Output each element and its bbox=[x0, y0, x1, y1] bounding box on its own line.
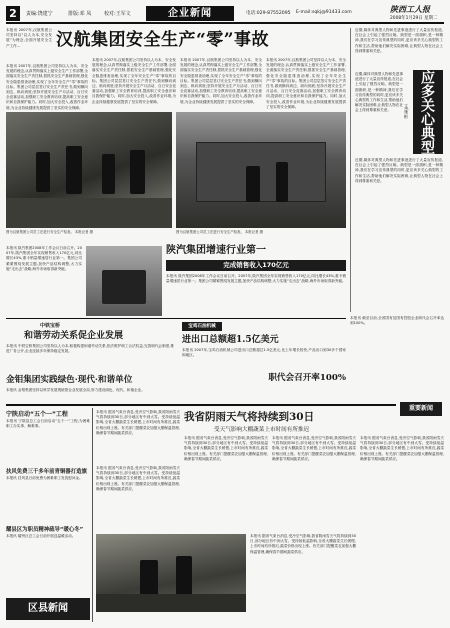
factory-photo bbox=[176, 112, 346, 228]
left-story-1-body: 本报讯 宁陕县总工会日前启动“五个一”工程,为困难职工办实事、解难事。 bbox=[6, 419, 90, 429]
sidebar-headline: 应多关心典型 bbox=[419, 70, 435, 154]
weather-photo bbox=[96, 534, 246, 612]
left-story-2-headline: 扶风免费三千多年前青铜器打造旗 bbox=[6, 469, 87, 475]
harmony-kicker: 中铁宝桥 bbox=[40, 323, 61, 329]
left-story-3-body: 本报讯 耀州区总工会日前开展送温暖活动。 bbox=[6, 534, 76, 538]
email: E-mail:sqkj@91433.com bbox=[296, 10, 352, 15]
import-body: 本报讯 2007年,宝鸡石油机械公司进出口总额超过1.5亿美元,比上年增长较快,产品出口到30多个国家和地区。 bbox=[182, 348, 346, 358]
congress-body: 本报讯 截至目前,全省国有及国有控股企业职代会召开率达到100%。 bbox=[350, 316, 444, 326]
left-story-1 bbox=[6, 410, 90, 466]
weather-body-c: 本报讯 据省气象台消息,受冷空气影响,我省阴雨雪天气将持续到30日,部分地区有中到大雪。受持续低温影响,全省大棚蔬菜生长缓慢,上市时间有所推迟,蔬菜价格出现上涨。有关部门提醒菜农加强大棚保温管理,确保春节期间蔬菜供应。 bbox=[272, 436, 356, 461]
truck-photo bbox=[86, 246, 162, 316]
lead-body-1: 本报讯 2007年,汉航集团公司坚持以人为本、安全发展的理念,认真贯彻落实上级安全生产工作部署,全面落实安全生产责任制,狠抓安全生产基础管理,强化安全隐患排查治理,实现了全年安全生产“零”事故的目标。集团公司层层签订安全生产责任书,做到横向到边、纵向到底;坚持开展安全生产月活动、百日安全竞赛活动,加强职工安全教育培训,提高职工安全意识和自我保护能力。同时,加大安全投入,改善作业环境,为企业持续健康发展提供了坚实的安全保障。 bbox=[6, 64, 88, 110]
masthead bbox=[6, 4, 444, 24]
lead-body-4: 本报讯 2007年,汉航集团公司坚持以人为本、安全发展的理念,认真贯彻落实上级安全生产工作部署,全面落实安全生产责任制,狠抓安全生产基础管理,强化安全隐患排查治理,实现了全年安全生产“零”事故的目标。集团公司层层签订安全生产责任书,做到横向到边、纵向到底;坚持开展安全生产月活动、百日安全竞赛活动,加强职工安全教育培训,提高职工安全意识和自我保护能力。同时,加大安全投入,改善作业环境,为企业持续健康发展提供了坚实的安全保障。 bbox=[266, 58, 346, 109]
shaanxi-subhead: 完成销售收入170亿元 bbox=[166, 260, 346, 271]
weather-col-1: 本报讯 据省气象台消息,受冷空气影响,我省阴雨雪天气将持续到30日,部分地区有中到大雪。受持续低温影响,全省大棚蔬菜生长缓慢,上市时间有所推迟,蔬菜价格出现上涨。有关部门提醒菜农加强大棚保温管理,确保春节期间蔬菜供应。 bbox=[96, 410, 180, 435]
harmony-headline: 和谐劳动关系促企业发展 bbox=[24, 331, 124, 341]
weather-body-b: 本报讯 据省气象台消息,受冷空气影响,我省阴雨雪天气将持续到30日,部分地区有中到大雪。受持续低温影响,全省大棚蔬菜生长缓慢,上市时间有所推迟,蔬菜价格出现上涨。有关部门提醒菜农加强大棚保温管理,确保春节期间蔬菜供应。 bbox=[184, 436, 268, 461]
harmony-body: 本报讯 中铁宝桥集团公司坚持以人为本,积极构建和谐劳动关系,依法维护职工合法权益,完善职代会制度,推进厂务公开,企业连续多年保持稳定发展。 bbox=[6, 344, 174, 354]
congress-headline: 职代会召开率100% bbox=[268, 373, 346, 383]
weather-body-d: 本报讯 据省气象台消息,受冷空气影响,我省阴雨雪天气将持续到30日,部分地区有中到大雪。受持续低温影响,全省大棚蔬菜生长缓慢,上市时间有所推迟,蔬菜价格出现上涨。有关部门提醒菜农加强大棚保温管理,确保春节期间蔬菜供应。 bbox=[360, 436, 444, 461]
left-story-3-headline: 耀县区为职员精神疏导“暖心冬” bbox=[6, 527, 84, 533]
editor-credit: 责编:饶建宁 bbox=[26, 11, 53, 17]
county-news-label: 区县新闻 bbox=[6, 598, 90, 620]
shaanxi-headline: 陕汽集团增速行业第一 bbox=[166, 245, 266, 256]
weather-headline: 我省阴雨天气将持续到30日 bbox=[184, 411, 315, 423]
phone: 电话:029-87552095 bbox=[246, 11, 291, 16]
green-body: 本报讯 金钼集团坚持以科学发展观统领企业发展全局,努力建设绿色、现代、和谐企业。 bbox=[6, 388, 145, 392]
sidebar-body-1: 近期,媒体对典型人物和先进事迹进行了大量宣传报道,在社会上引起了强烈反响。典型是一面旗帜,是一种精神,我们在学习宣传典型的同时,更应该多关心典型的工作和生活,帮助他们解决实际困难,让典型人物在社会上得到尊重和关爱。 bbox=[355, 72, 403, 113]
green-headline: 金钼集团实践绿色·现代·和谐单位 bbox=[6, 375, 133, 385]
page-number: 2 bbox=[6, 6, 20, 21]
shaanxi-body-right: 本报讯 陕汽集团2008年工作会议日前召开。2007年,陕汽集团全年实现销售收入170亿元,同比增长43%,重卡销量增速居行业第一。集团公司紧紧围绕发展主题,加快产品结构调整,大力实施“走出去”战略,海外市场取得新突破。 bbox=[166, 274, 346, 284]
sidebar bbox=[350, 28, 444, 312]
section-title: 企业新闻 bbox=[146, 6, 234, 21]
typeset-credit: 排版:邓 凤 bbox=[68, 11, 92, 17]
sidebar-author: 文/施 彬 bbox=[404, 104, 409, 119]
lead-body-2: 本报讯 2007年,汉航集团公司坚持以人为本、安全发展的理念,认真贯彻落实上级安全生产工作部署,全面落实安全生产责任制,狠抓安全生产基础管理,强化安全隐患排查治理,实现了全年安全生产“零”事故的目标。集团公司层层签订安全生产责任书,做到横向到边、纵向到底;坚持开展安全生产月活动、百日安全竞赛活动,加强职工安全教育培训,提高职工安全意识和自我保护能力。同时,加大安全投入,改善作业环境,为企业持续健康发展提供了坚实的安全保障。 bbox=[92, 58, 176, 104]
left-story-3 bbox=[6, 526, 90, 596]
lead-intro-column: 本报讯 2007年,汉航集团公司坚持以“以人为本,安全发展”为理念,全面开展安全生产工作... bbox=[6, 28, 52, 48]
factory-photo-caption: 图为汉航集团公司员工在进行安全生产检查。 本报记者 摄 bbox=[176, 230, 263, 234]
weather-body-e: 本报讯 据省气象台消息,受冷空气影响,我省阴雨雪天气将持续到30日,部分地区有中到大雪。受持续低温影响,全省大棚蔬菜生长缓慢,上市时间有所推迟,蔬菜价格出现上涨。有关部门提醒菜农加强大棚保温管理,确保春节期间蔬菜供应。 bbox=[250, 534, 356, 554]
issue-date: 2008年1月29日 星期二 bbox=[390, 16, 438, 21]
safety-photo bbox=[6, 112, 172, 228]
import-headline: 进出口总额超1.5亿美元 bbox=[182, 335, 279, 345]
left-story-2-body: 本报讯 扶风县日前免费为困难职工发放慰问金。 bbox=[6, 476, 83, 480]
proof-credit: 校对:王军文 bbox=[104, 11, 131, 17]
left-story-2 bbox=[6, 468, 90, 524]
lead-body-3: 本报讯 2007年,汉航集团公司坚持以人为本、安全发展的理念,认真贯彻落实上级安全生产工作部署,全面落实安全生产责任制,狠抓安全生产基础管理,强化安全隐患排查治理,实现了全年安全生产“零”事故的目标。集团公司层层签订安全生产责任书,做到横向到边、纵向到底;坚持开展安全生产月活动、百日安全竞赛活动,加强职工安全教育培训,提高职工安全意识和自我保护能力。同时,加大安全投入,改善作业环境,为企业持续健康发展提供了坚实的安全保障。 bbox=[180, 58, 262, 104]
safety-photo-caption: 图为汉航集团公司员工在进行安全生产检查。 本报记者 摄 bbox=[6, 230, 93, 234]
sidebar-headline-box bbox=[413, 70, 443, 154]
weather-body-a: 本报讯 据省气象台消息,受冷空气影响,我省阴雨雪天气将持续到30日,部分地区有中到大雪。受持续低温影响,全省大棚蔬菜生长缓慢,上市时间有所推迟,蔬菜价格出现上涨。有关部门提醒菜农加强大棚保温管理,确保春节期间蔬菜供应。 bbox=[96, 466, 180, 491]
left-story-1-headline: 宁陕启动“五个一”工程 bbox=[6, 411, 68, 418]
sidebar-top-text: 近期,媒体对典型人物和先进事迹进行了大量宣传报道,在社会上引起了强烈反响。典型是一面旗帜,是一种精神,我们在学习宣传典型的同时,更应该多关心典型的工作和生活,帮助他们解决实际困难,让典型人物在社会上得到尊重和关爱。 bbox=[355, 28, 443, 53]
weather-subhead: 受天气影响大棚蔬菜上市时间有所推迟 bbox=[214, 427, 310, 433]
fragment-label: 重要新闻 bbox=[400, 402, 442, 416]
lead-headline: 汉航集团安全生产“零”事故 bbox=[56, 30, 270, 50]
import-label: 宝鸡石油机械 bbox=[182, 322, 222, 331]
sidebar-body-2: 近期,媒体对典型人物和先进事迹进行了大量宣传报道,在社会上引起了强烈反响。典型是一面旗帜,是一种精神,我们在学习宣传典型的同时,更应该多关心典型的工作和生活,帮助他们解决实际困难,让典型人物在社会上得到尊重和关爱。 bbox=[355, 158, 443, 183]
paper-name: 陕西工人报 bbox=[390, 5, 430, 14]
shaanxi-body-left: 本报讯 陕汽集团2008年工作会议日前召开。2007年,陕汽集团全年实现销售收入170亿元,同比增长43%,重卡销量增速居行业第一。集团公司紧紧围绕发展主题,加快产品结构调整,大力实施“走出去”战略,海外市场取得新突破。 bbox=[6, 246, 82, 271]
